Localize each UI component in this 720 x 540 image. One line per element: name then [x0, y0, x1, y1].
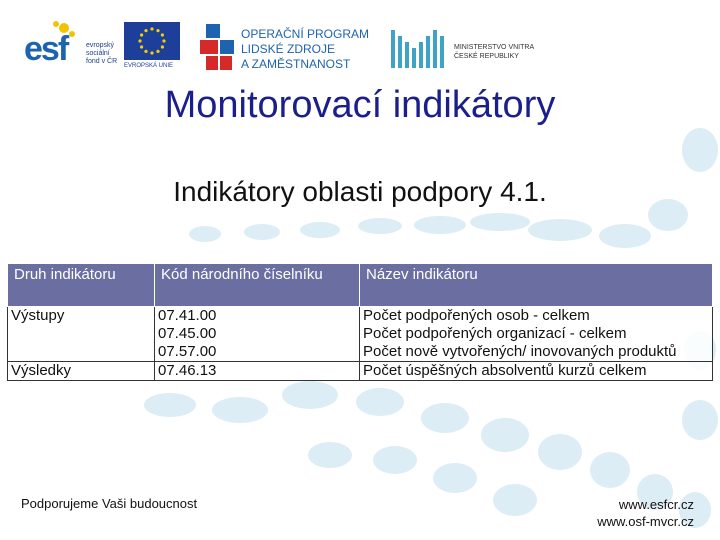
esf-caption — [86, 42, 117, 66]
column-header: Druh indikátoru — [8, 264, 155, 307]
table-cell: 07.41.00 — [155, 307, 360, 326]
esf-caption-line: evropský — [86, 42, 115, 49]
ministry-logo-icon — [391, 26, 447, 72]
eu-flag-icon — [124, 22, 180, 60]
op-lzz-caption-line: OPERAČNÍ PROGRAM — [241, 27, 370, 41]
column-header: Kód národního číselníku — [155, 264, 360, 307]
table-cell: Počet úspěšných absolventů kurzů celkem — [360, 362, 713, 381]
eu-caption: EVROPSKÁ UNIE — [124, 63, 174, 69]
table-cell: Výsledky — [8, 362, 155, 381]
table-row — [8, 307, 713, 326]
footer-links — [597, 496, 694, 530]
table-cell: Počet podpořených organizací - celkem — [360, 325, 713, 343]
table-cell: 07.57.00 — [155, 343, 360, 362]
op-lzz-caption-line: LIDSKÉ ZDROJE — [241, 42, 336, 56]
table-cell: 07.45.00 — [155, 325, 360, 343]
esf-caption-line: sociální — [86, 50, 110, 57]
op-lzz-caption-line: A ZAMĚSTNANOST — [241, 57, 351, 71]
table-cell — [8, 325, 155, 343]
op-lzz-caption — [241, 27, 369, 72]
esf-caption-line: fond v ČR — [86, 58, 118, 65]
footer-link-osf[interactable]: www.osf-mvcr.cz — [597, 514, 694, 529]
table-cell — [8, 343, 155, 362]
esf-letters: esf — [24, 30, 68, 68]
table-cell: Počet nově vytvořených/ inovovaných produktů — [360, 343, 713, 362]
ministry-caption-line: MINISTERSTVO VNITRA — [454, 44, 535, 51]
ministry-caption — [454, 43, 534, 61]
table-cell: Počet podpořených osob - celkem — [360, 307, 713, 326]
table-row — [8, 343, 713, 362]
table-header-row — [8, 264, 713, 307]
logo-bar — [0, 0, 720, 80]
table-cell: Výstupy — [8, 307, 155, 326]
op-lzz-logo-icon — [200, 24, 238, 72]
table-cell: 07.46.13 — [155, 362, 360, 381]
column-header: Název indikátoru — [360, 264, 713, 307]
table-row — [8, 325, 713, 343]
footer-slogan: Podporujeme Vaši budoucnost — [21, 496, 198, 511]
footer-link-esf[interactable]: www.esfcr.cz — [618, 497, 694, 512]
page-subtitle: Indikátory oblasti podpory 4.1. — [173, 176, 547, 207]
page-title: Monitorovací indikátory — [164, 84, 556, 126]
ministry-caption-line: ČESKÉ REPUBLIKY — [454, 53, 519, 60]
table-row — [8, 362, 713, 381]
indicator-table — [7, 263, 713, 381]
